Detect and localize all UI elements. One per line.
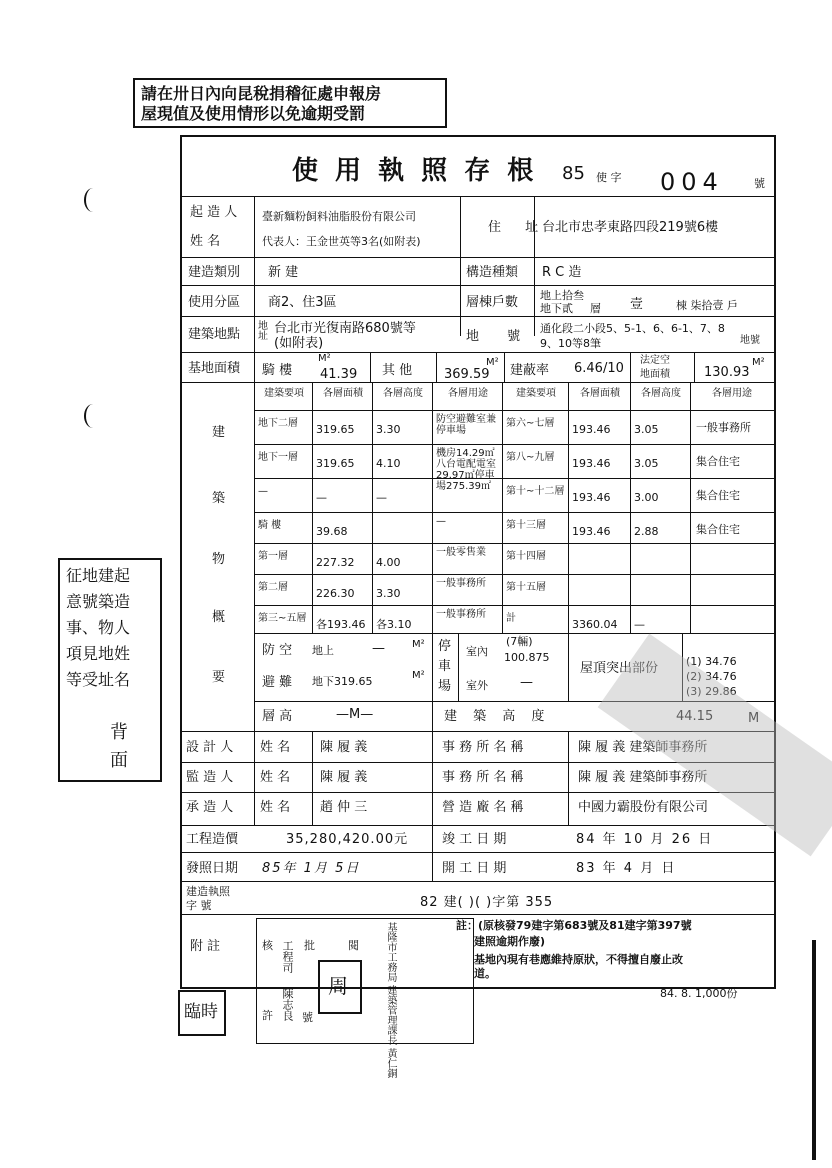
shelter-above-unit: M² <box>412 639 425 650</box>
note-line-1: 註：(原核發79建字第683號及81建字第397號 <box>456 919 692 932</box>
coverage-label: 建蔽率 <box>510 363 550 378</box>
designer-office-label: 事 務 所 名 稱 <box>442 740 524 755</box>
parking-outdoor-value: — <box>520 675 533 690</box>
permit-value: 82 建( )( )字第 355 <box>420 895 554 910</box>
location-address-note: (如附表) <box>274 336 324 351</box>
left-row-item: 第二層 <box>258 582 288 593</box>
supervisor-label: 監 造 人 <box>186 770 234 785</box>
floors-above: 地上拾叁 <box>540 289 584 302</box>
right-row-item: 第六~七層 <box>506 418 555 429</box>
right-row-item: 計 <box>506 613 516 624</box>
grid-hline <box>254 543 774 544</box>
approval-stamp <box>256 918 474 1079</box>
arcade-unit: M² <box>318 353 331 364</box>
stamp-engineer-title: 工程司 <box>281 940 294 973</box>
stamp-mark-5: 號 <box>302 1011 313 1024</box>
designer-office: 陳 履 義 建築師事務所 <box>578 740 708 755</box>
location-label: 建築地點 <box>188 327 241 342</box>
column-header-left-4: 各層用途 <box>448 388 488 399</box>
column-header-right-2: 各層面積 <box>580 388 620 399</box>
grid-vline <box>254 382 255 633</box>
left-row-area: 各193.46 <box>316 618 366 631</box>
supervisor-office-label: 事 務 所 名 稱 <box>442 770 524 785</box>
building-side-label-3: 物 <box>212 552 226 567</box>
right-row-item: 第十四層 <box>506 551 546 562</box>
completion-label: 竣 工 日 期 <box>442 832 507 847</box>
grid-hline <box>254 444 774 445</box>
punch-hole-top <box>84 188 102 212</box>
shelter-label-2: 避 難 <box>262 675 293 690</box>
right-row-area: 193.46 <box>572 423 611 436</box>
side-stamp-back2: 面 <box>110 750 128 771</box>
start-date: 83 年 4 月 日 <box>576 861 677 876</box>
grid-vline <box>372 382 373 633</box>
lot-suffix: 地號 <box>740 335 760 346</box>
corner-seal <box>178 990 226 1036</box>
parking-indoor-label: 室內 <box>466 645 488 658</box>
stamp-engineer-name: 陳志良 <box>281 988 294 1021</box>
column-header-left-2: 各層面積 <box>323 388 363 399</box>
punch-hole-bottom <box>84 404 102 428</box>
right-row-use: 集合住宅 <box>696 489 740 502</box>
arcade-value: 41.39 <box>320 367 358 382</box>
permit-year: 85 <box>562 163 585 184</box>
designer-name-label: 姓 名 <box>260 740 291 755</box>
contractor-office: 中國力霸股份有限公司 <box>578 800 709 815</box>
tax-notice-line2: 屋現值及使用情形以免逾期受罰 <box>141 104 366 123</box>
column-header-left-3: 各層高度 <box>383 388 423 399</box>
roof-value-2: (2) 34.76 <box>686 670 737 683</box>
left-row-area: — <box>316 491 327 504</box>
legal-open-value: 130.93 <box>704 365 750 380</box>
right-row-item: 第十五層 <box>506 582 546 593</box>
supervisor-name: 陳 履 義 <box>320 770 368 785</box>
floors-below: 地下貳 <box>540 302 573 315</box>
grid-hline <box>254 605 774 606</box>
right-row-use: 集合住宅 <box>696 455 740 468</box>
side-stamp <box>58 558 162 782</box>
tax-notice-line1: 請在卅日內向昆稅捐稽征處申報房 <box>141 84 382 103</box>
left-row-use: — <box>436 516 446 527</box>
personal-seal-char: 周 <box>328 974 348 998</box>
stamp-director: 基隆市工務局 建築管理課長 黃仁銅 <box>385 922 396 1079</box>
left-row-item: 地下一層 <box>258 452 298 463</box>
tax-notice-stamp <box>133 78 447 128</box>
side-stamp-row1: 征地建起 <box>66 566 131 585</box>
parking-indoor-value: 100.875 <box>504 651 550 664</box>
building-height-label: 建 築 高 度 <box>444 709 551 724</box>
stamp-mark-3: 批 <box>304 939 315 952</box>
building-side-label-1: 建 <box>212 425 226 440</box>
building-height-unit: M <box>748 711 760 726</box>
left-row-use: 一般零售業 <box>436 547 486 558</box>
zone-label: 使用分區 <box>188 295 241 310</box>
shelter-label-1: 防 空 <box>262 643 293 658</box>
permit-number: 004 <box>660 168 724 196</box>
left-row-height: 4.10 <box>376 457 401 470</box>
left-row-height: 3.30 <box>376 423 401 436</box>
permit-label2: 字 號 <box>186 899 212 912</box>
stamp-mark-4: 閱 <box>348 939 359 952</box>
left-row-height: 4.00 <box>376 556 401 569</box>
cost-value: 35,280,420.00元 <box>286 832 409 847</box>
building-side-label-4: 概 <box>212 610 226 625</box>
owner-company: 臺新麵粉飼料油脂股份有限公司 <box>262 210 416 223</box>
right-row-item: 第十~十二層 <box>506 486 565 497</box>
grid-vline <box>690 382 691 633</box>
column-header-right-1: 建築要項 <box>516 388 556 399</box>
coverage-value: 6.46/10 <box>574 361 624 376</box>
grid-hline <box>254 410 774 411</box>
right-row-area: 193.46 <box>572 491 611 504</box>
other-area-value: 369.59 <box>444 367 490 382</box>
left-row-use: 機房14.29㎡八台電配電室29.97㎡停車場275.39㎡ <box>436 448 496 492</box>
structure-label: 構造種類 <box>466 265 519 280</box>
structure-value: R C 造 <box>542 265 582 280</box>
grid-vline <box>630 382 631 633</box>
left-row-use: 一般事務所 <box>436 578 486 589</box>
permit-suffix: 號 <box>754 177 765 190</box>
edge-mark <box>812 940 816 1160</box>
right-row-item: 第八~九層 <box>506 452 555 463</box>
right-row-use: 一般事務所 <box>696 421 751 434</box>
roof-value-1: (1) 34.76 <box>686 655 737 668</box>
location-address-tag: 地址 <box>258 321 268 342</box>
right-row-height: 3.05 <box>634 457 659 470</box>
supervisor-office: 陳 履 義 建築師事務所 <box>578 770 708 785</box>
roof-value-3: (3) 29.86 <box>686 685 737 698</box>
right-row-use: 集合住宅 <box>696 523 740 536</box>
title-divider <box>180 196 774 197</box>
left-row-item: — <box>258 486 268 497</box>
household-count: 棟 柒拾壹 戶 <box>676 299 738 312</box>
print-count-footer: 84. 8. 1,000份 <box>660 987 738 1000</box>
arcade-label: 騎 樓 <box>262 363 293 378</box>
start-label: 開 工 日 期 <box>442 861 507 876</box>
contractor-name-label: 姓 名 <box>260 800 291 815</box>
personal-seal <box>318 960 362 1014</box>
building-side-label-2: 築 <box>212 491 226 506</box>
left-row-use: 一般事務所 <box>436 609 486 620</box>
issue-date: 85年 1月 5日 <box>262 861 361 876</box>
shelter-above-value: — <box>372 641 385 656</box>
contractor-label: 承 造 人 <box>186 800 234 815</box>
building-height-value: 44.15 <box>676 709 714 724</box>
location-address: 台北市光復南路680號等 <box>274 321 416 336</box>
right-row-height: — <box>634 618 645 631</box>
left-row-area: 39.68 <box>316 525 348 538</box>
left-row-use: 防空避難室兼停車場 <box>436 414 496 436</box>
column-header-right-4: 各層用途 <box>712 388 752 399</box>
column-header-right-3: 各層高度 <box>641 388 681 399</box>
category-value: 新 建 <box>268 265 299 280</box>
floor-height-value: —M— <box>336 707 374 722</box>
roof-label: 屋頂突出部份 <box>580 661 659 676</box>
form-title: 使 用 執 照 存 根 <box>292 156 538 186</box>
category-label: 建造類別 <box>188 265 241 280</box>
side-stamp-row5: 等受址名 <box>66 670 131 689</box>
side-stamp-row4: 項見地姓 <box>66 644 131 663</box>
legal-open-label1: 法定空 <box>640 355 670 366</box>
side-stamp-back1: 背 <box>110 722 128 743</box>
lot-label: 地 號 <box>466 329 533 344</box>
address-label: 住 址 <box>488 220 549 235</box>
note-line-3: 基地內現有巷應維持原狀，不得擅自廢止改 <box>474 953 683 966</box>
left-row-height: — <box>376 491 387 504</box>
right-row-height: 2.88 <box>634 525 659 538</box>
other-area-label: 其 他 <box>382 363 413 378</box>
completion-date: 84 年 10 月 26 日 <box>576 832 714 847</box>
designer-name: 陳 履 義 <box>320 740 368 755</box>
left-row-height: 各3.10 <box>376 618 412 631</box>
shelter-below-unit: M² <box>412 670 425 681</box>
floor-height-label: 層 高 <box>262 709 293 724</box>
right-row-area: 3360.04 <box>572 618 618 631</box>
building-count: 壹 <box>630 297 644 312</box>
left-row-item: 騎 樓 <box>258 520 282 531</box>
owner-address: 台北市忠孝東路四段219號6樓 <box>542 220 719 235</box>
parking-label-1: 停 <box>438 639 452 654</box>
note-line-4: 道。 <box>474 967 496 980</box>
notes-label: 附 註 <box>190 939 221 954</box>
shelter-above: 地上 <box>312 644 334 657</box>
parking-indoor-note: (7輛) <box>506 635 533 648</box>
right-row-area: 193.46 <box>572 525 611 538</box>
lot-number-2: 9、10等8筆 <box>540 337 601 350</box>
permit-label1: 建造執照 <box>186 885 230 898</box>
contractor-name: 趙 仲 三 <box>320 800 368 815</box>
contractor-office-label: 營 造 廠 名 稱 <box>442 800 524 815</box>
grid-vline <box>502 382 503 633</box>
owner-representative: 代表人：王金世英等3名(如附表) <box>262 235 421 248</box>
other-area-unit: M² <box>486 357 499 368</box>
corner-seal-text: 臨時 <box>184 1002 218 1022</box>
left-row-item: 第一層 <box>258 551 288 562</box>
lot-number-1: 通化段二小段5、5-1、6、6-1、7、8 <box>540 322 725 335</box>
zone-value: 商2、住3區 <box>268 295 337 310</box>
floors-unit: 層 <box>590 302 601 315</box>
legal-open-unit: M² <box>752 357 765 368</box>
grid-vline <box>432 382 433 633</box>
grid-vline <box>568 382 569 633</box>
right-row-item: 第十三層 <box>506 520 546 531</box>
right-row-height: 3.05 <box>634 423 659 436</box>
left-row-area: 226.30 <box>316 587 355 600</box>
left-row-area: 227.32 <box>316 556 355 569</box>
left-row-item: 地下二層 <box>258 418 298 429</box>
legal-open-label2: 地面積 <box>640 369 670 380</box>
permit-prefix: 使 字 <box>596 171 622 184</box>
right-row-area: 193.46 <box>572 457 611 470</box>
column-header-left-1: 建築要項 <box>264 388 304 399</box>
parking-label-3: 場 <box>438 679 452 694</box>
side-stamp-row3: 事、物人 <box>66 618 131 637</box>
side-stamp-row2: 意號築造 <box>66 592 131 611</box>
grid-hline <box>254 574 774 575</box>
right-row-height: 3.00 <box>634 491 659 504</box>
parking-outdoor-label: 室外 <box>466 679 488 692</box>
cost-label: 工程造價 <box>186 832 239 847</box>
grid-hline <box>254 478 774 479</box>
designer-label: 設 計 人 <box>186 740 234 755</box>
grid-hline <box>254 512 774 513</box>
grid-vline <box>312 382 313 633</box>
left-row-area: 319.65 <box>316 457 355 470</box>
note-line-2: 建照逾期作廢) <box>474 935 546 948</box>
supervisor-name-label: 姓 名 <box>260 770 291 785</box>
floors-label: 層棟戶數 <box>466 295 519 310</box>
stamp-mark-1: 核 <box>262 939 273 952</box>
area-label: 基地面積 <box>188 361 241 376</box>
owner-name-label: 姓 名 <box>190 234 221 249</box>
parking-label-2: 車 <box>438 659 452 674</box>
shelter-below: 地下319.65 <box>312 675 373 688</box>
stamp-mark-2: 許 <box>262 1009 273 1022</box>
left-row-area: 319.65 <box>316 423 355 436</box>
left-row-height: 3.30 <box>376 587 401 600</box>
owner-label: 起 造 人 <box>190 205 238 220</box>
issue-label: 發照日期 <box>186 861 239 876</box>
left-row-item: 第三~五層 <box>258 613 307 624</box>
building-side-label-5: 要 <box>212 670 226 685</box>
